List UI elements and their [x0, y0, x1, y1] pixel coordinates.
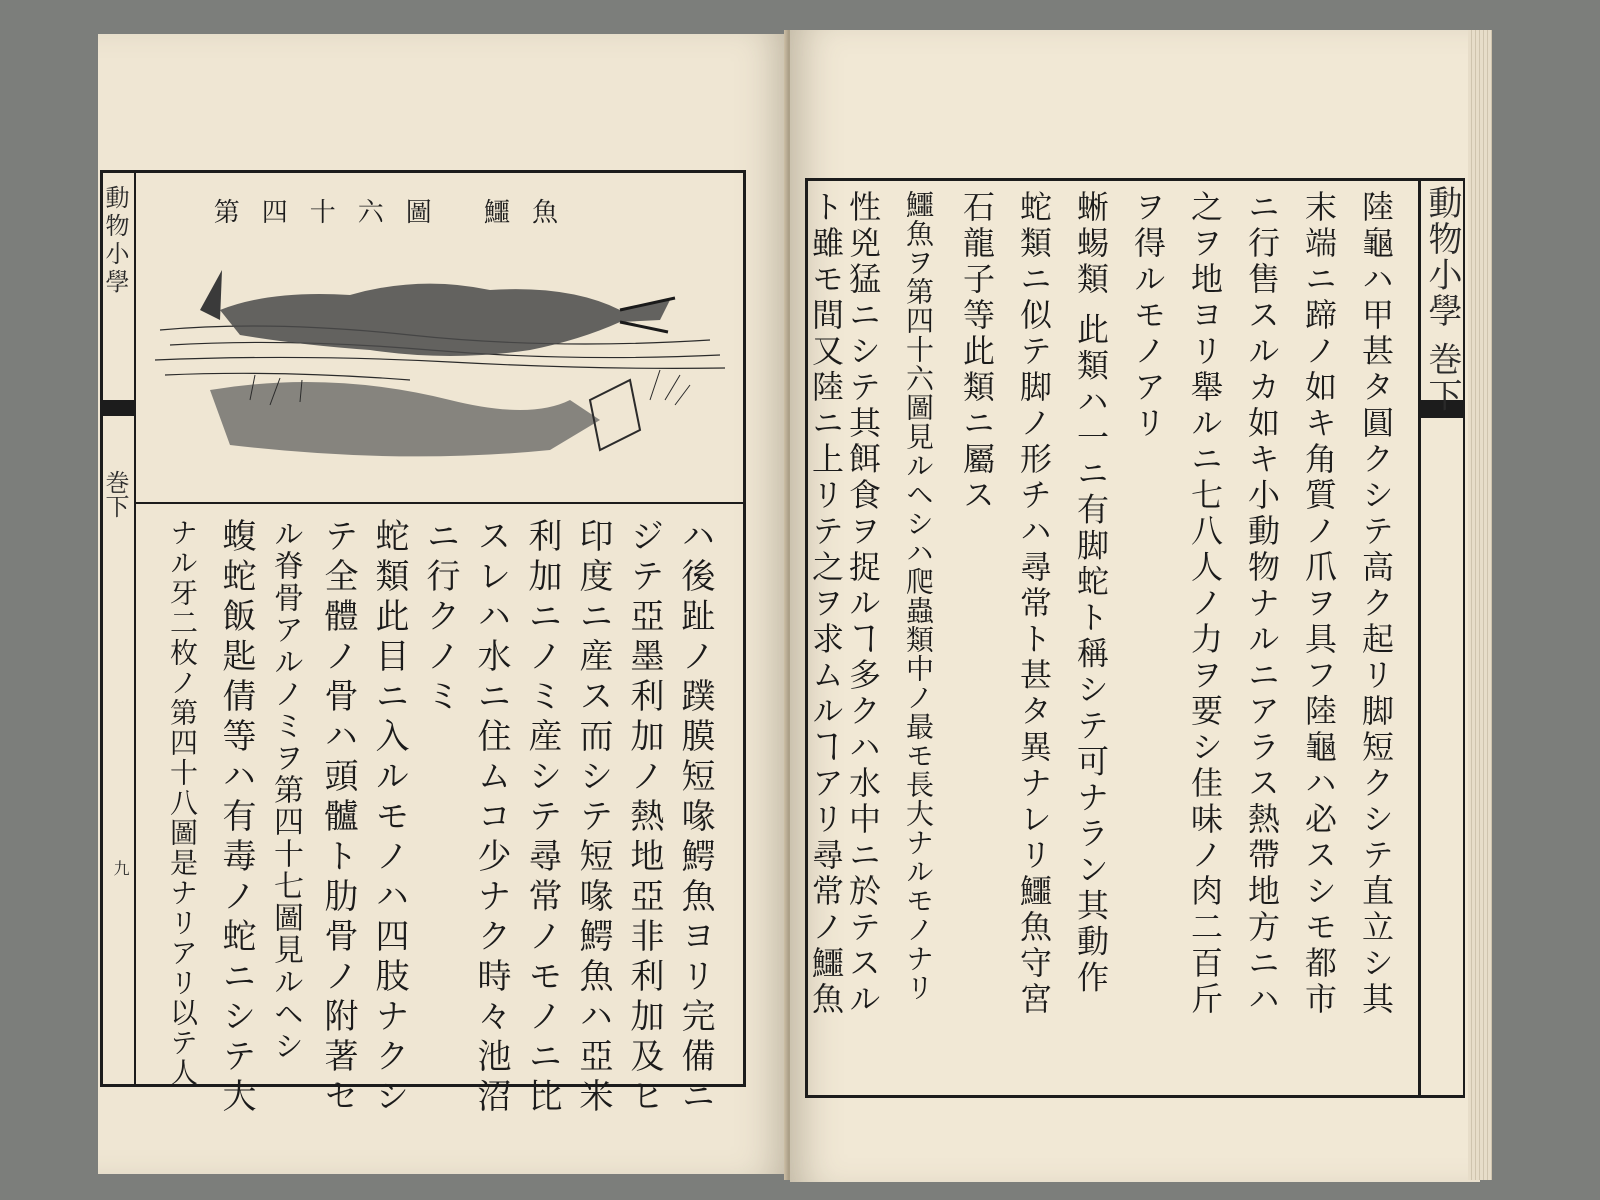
- left-column-9: ル脊骨アルノミヲ第四十七圖見ルヘシ: [268, 518, 303, 1062]
- right-margin-title: 動物小學 巻下: [1422, 185, 1462, 414]
- left-column-1: ハ後趾ノ蹼膜短喙鰐魚ヨリ完備ニ: [675, 518, 715, 1118]
- left-column-6: ニ行クノミ: [420, 518, 460, 718]
- right-column-2: 末端ニ蹄ノ如キ角質ノ爪ヲ具フ陸龜ハ必スシモ都市: [1300, 190, 1338, 1018]
- figure-caption: 第四十六圖 鱷魚: [213, 198, 580, 228]
- left-margin-volume: 巻下: [101, 470, 129, 518]
- left-column-11: ナル牙二枚ノ第四十八圖是ナリアリ以テ人: [166, 518, 199, 1088]
- right-column-5: ヲ得ルモノアリ: [1129, 190, 1167, 442]
- page-edges: [1468, 30, 1492, 1180]
- right-column-4: 之ヲ地ヨリ舉ルニ七八人ノ力ヲ要シ佳味ノ肉二百斤: [1186, 190, 1224, 1018]
- right-column-10: 性兇猛ニシテ其餌食ヲ捉ルヿ多クハ水中ニ於テスル: [844, 190, 882, 1018]
- left-column-2: ジテ亞墨利加ノ熱地亞非利加及ヒ: [624, 518, 664, 1118]
- right-column-8: 石龍子等此類ニ屬ス: [958, 190, 996, 514]
- left-column-7: 蛇類此目ニ入ルモノハ四肢ナクシ: [369, 518, 409, 1118]
- left-margin-strip: [100, 170, 136, 1087]
- right-column-1: 陸龜ハ甲甚タ圓クシテ高ク起リ脚短クシテ直立シ其: [1357, 190, 1395, 1018]
- right-column-3: ニ行售スルカ如キ小動物ナルニアラス熱帶地方ニハ: [1243, 190, 1281, 1018]
- margin-black-block: [100, 400, 136, 416]
- left-column-3: 印度ニ産ス而シテ短喙鰐魚ハ亞米: [573, 518, 613, 1118]
- left-column-4: 利加ニノミ産シテ尋常ノモノニ比: [522, 518, 562, 1118]
- left-margin-title: 動物小學: [101, 185, 129, 297]
- right-column-9: 鱷魚ヲ第四十六圖見ルヘシハ爬蟲類中ノ最モ長大ナルモノナリ: [902, 190, 935, 1002]
- left-margin-page-number: 九: [111, 860, 130, 876]
- left-column-8: テ全體ノ骨ハ頭髗ト肋骨ノ附著セ: [318, 518, 358, 1118]
- right-column-7: 蛇類ニ似テ脚ノ形チハ尋常ト甚タ異ナレリ鱷魚守宮: [1015, 190, 1053, 1018]
- crocodile-illustration: [150, 250, 730, 470]
- left-column-10: 蝮蛇飯匙倩等ハ有毒ノ蛇ニシテ大: [216, 518, 256, 1118]
- left-column-5: スレハ水ニ住ムコ少ナク時々池沼: [471, 518, 511, 1118]
- right-column-6: 蜥蜴類 此類ハ一ニ有脚蛇ト稱シテ可ナラン其動作: [1072, 190, 1110, 997]
- right-column-11: ト雖モ間又陸ニ上リテ之ヲ求ムルヿアリ尋常ノ鱷魚: [807, 190, 845, 1018]
